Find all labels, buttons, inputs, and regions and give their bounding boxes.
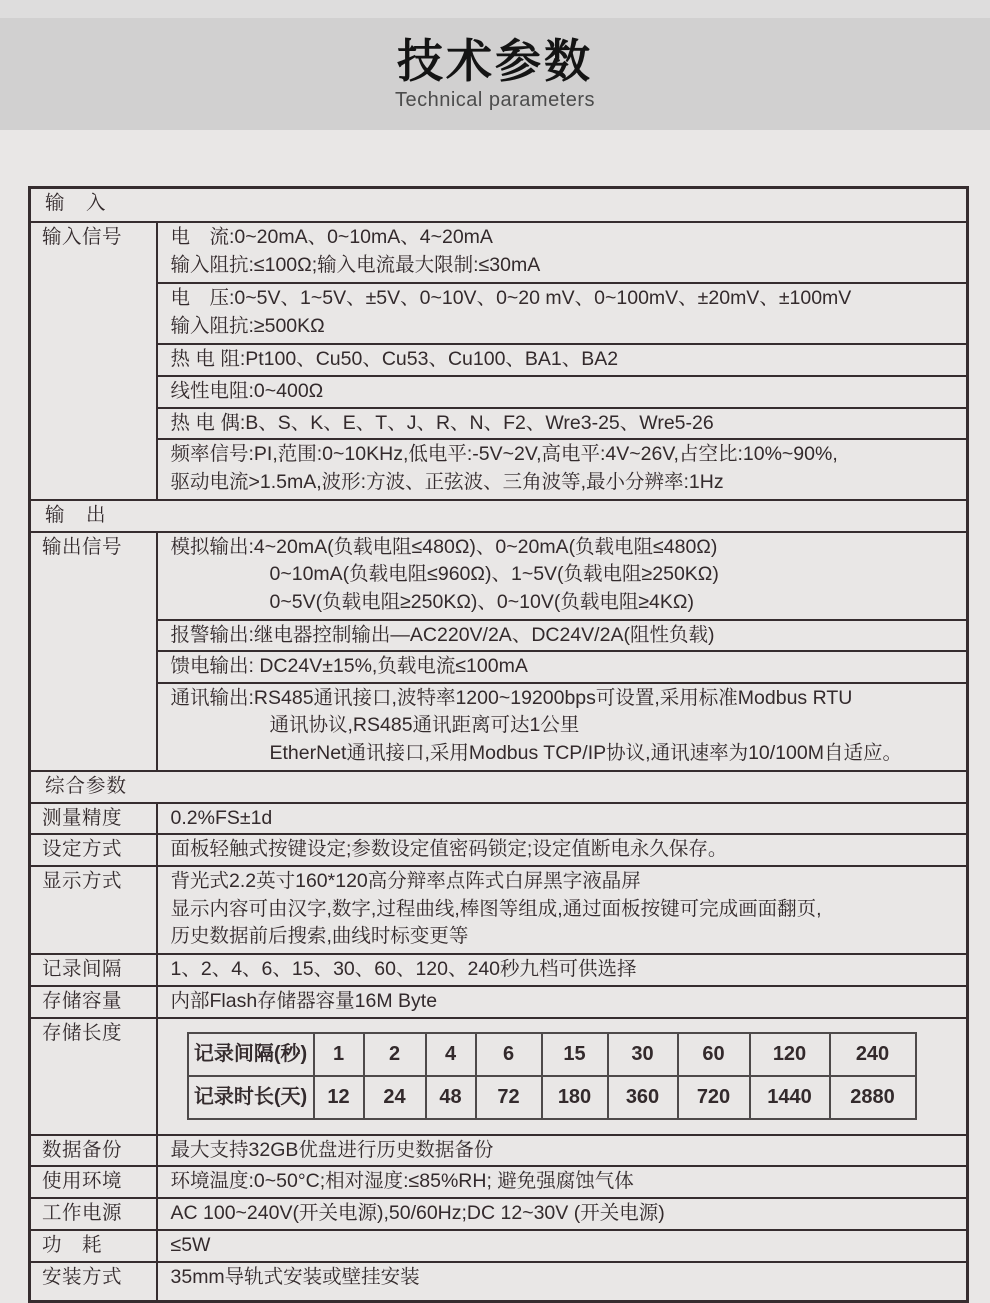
table-row <box>30 1018 968 1135</box>
spec-cell-current: 电 流:0~20mA、0~10mA、4~20mA 输入阻抗:≤100Ω;输入电流最大限制:≤30mA <box>157 222 968 283</box>
top-strip <box>0 0 990 18</box>
spec-cell-storage-length <box>157 1018 968 1135</box>
row-label-input-signal: 输入信号 <box>30 222 157 500</box>
storage-cell: 6 <box>476 1033 542 1076</box>
spec-cell-record-interval: 1、2、4、6、15、30、60、120、240秒九档可供选择 <box>157 954 968 986</box>
spec-cell-alarm-output: 报警输出:继电器控制输出—AC220V/2A、DC24V/2A(阻性负载) <box>157 620 968 652</box>
spec-cell-analog-output: 模拟输出:4~20mA(负载电阻≤480Ω)、0~20mA(负载电阻≤480Ω) 0~10mA(负载电阻≤960Ω)、1~5V(负载电阻≥250KΩ) 0~5V(负载电阻≥250KΩ)、0~10V(负载电阻≥4KΩ) <box>157 532 968 620</box>
row-label-setting: 设定方式 <box>30 834 157 866</box>
row-label-data-backup: 数据备份 <box>30 1135 157 1167</box>
page-subtitle: Technical parameters <box>394 88 596 111</box>
table-row <box>30 954 968 986</box>
storage-cell: 1440 <box>750 1076 830 1119</box>
storage-cell: 120 <box>750 1033 830 1076</box>
table-row <box>30 188 968 223</box>
spec-cell-power-supply: AC 100~240V(开关电源),50/60Hz;DC 12~30V (开关电源) <box>157 1198 968 1230</box>
row-label-environment: 使用环境 <box>30 1166 157 1198</box>
spec-cell-display: 背光式2.2英寸160*120高分辩率点阵式白屏黑字液晶屏 显示内容可由汉字,数字,过程曲线,棒图等组成,通过面板按键可完成画面翻页, 历史数据前后搜索,曲线时标变更等 <box>157 866 968 954</box>
table-row <box>30 1166 968 1198</box>
table-row <box>30 500 968 532</box>
storage-cell: 360 <box>608 1076 678 1119</box>
spec-cell-linear-resistance: 线性电阻:0~400Ω <box>157 376 968 408</box>
storage-cell: 15 <box>542 1033 608 1076</box>
spec-cell-setting: 面板轻触式按键设定;参数设定值密码锁定;设定值断电永久保存。 <box>157 834 968 866</box>
spec-cell-frequency: 频率信号:PI,范围:0~10KHz,低电平:-5V~2V,高电平:4V~26V,占空比:10%~90%, 驱动电流>1.5mA,波形:方波、正弦波、三角波等,最小分辨率:1Hz <box>157 439 968 500</box>
table-row <box>30 620 968 652</box>
storage-cell: 2 <box>364 1033 426 1076</box>
table-row <box>30 986 968 1018</box>
storage-cell: 2880 <box>830 1076 916 1119</box>
storage-cell: 240 <box>830 1033 916 1076</box>
storage-row2-label: 记录时长(天) <box>188 1076 314 1119</box>
storage-cell: 24 <box>364 1076 426 1119</box>
table-row <box>30 344 968 376</box>
table-row <box>30 439 968 500</box>
table-row <box>188 1033 916 1076</box>
table-row <box>30 1198 968 1230</box>
table-row <box>30 683 968 771</box>
spec-table <box>28 186 969 1303</box>
table-row <box>188 1076 916 1119</box>
table-row <box>30 771 968 803</box>
spec-cell-feed-output: 馈电输出: DC24V±15%,负载电流≤100mA <box>157 651 968 683</box>
table-row <box>30 866 968 954</box>
row-label-power-consumption: 功 耗 <box>30 1230 157 1262</box>
row-label-display: 显示方式 <box>30 866 157 954</box>
storage-length-table <box>187 1032 917 1120</box>
row-label-storage-length: 存储长度 <box>30 1018 157 1135</box>
spec-cell-voltage: 电 压:0~5V、1~5V、±5V、0~10V、0~20 mV、0~100mV、±20mV、±100mV 输入阻抗:≥500KΩ <box>157 283 968 344</box>
spec-cell-data-backup: 最大支持32GB优盘进行历史数据备份 <box>157 1135 968 1167</box>
spec-cell-rtd: 热 电 阻:Pt100、Cu50、Cu53、Cu100、BA1、BA2 <box>157 344 968 376</box>
table-row <box>30 408 968 440</box>
row-label-output-signal: 输出信号 <box>30 532 157 771</box>
storage-cell: 48 <box>426 1076 476 1119</box>
table-row <box>30 1262 968 1302</box>
table-row <box>30 283 968 344</box>
page-title: 技术参数 <box>397 35 593 88</box>
table-row <box>30 651 968 683</box>
table-row <box>30 803 968 835</box>
storage-cell: 720 <box>678 1076 750 1119</box>
spec-cell-storage-capacity: 内部Flash存储器容量16M Byte <box>157 986 968 1018</box>
spec-cell-comm-output: 通讯输出:RS485通讯接口,波特率1200~19200bps可设置,采用标准Modbus RTU 通讯协议,RS485通讯距离可达1公里 EtherNet通讯接口,采用Modbus TCP/IP协议,通讯速率为10/100M自适应。 <box>157 683 968 771</box>
table-row <box>30 834 968 866</box>
spec-cell-power-consumption: ≤5W <box>157 1230 968 1262</box>
storage-cell: 12 <box>314 1076 364 1119</box>
table-row <box>30 222 968 283</box>
row-label-installation: 安装方式 <box>30 1262 157 1302</box>
row-label-storage-capacity: 存储容量 <box>30 986 157 1018</box>
storage-cell: 30 <box>608 1033 678 1076</box>
row-label-power-supply: 工作电源 <box>30 1198 157 1230</box>
storage-cell: 60 <box>678 1033 750 1076</box>
section-header-general: 综合参数 <box>30 771 968 803</box>
row-label-record-interval: 记录间隔 <box>30 954 157 986</box>
section-header-input: 输 入 <box>30 188 968 223</box>
title-band <box>0 18 990 130</box>
storage-cell: 4 <box>426 1033 476 1076</box>
table-row <box>30 1135 968 1167</box>
table-row <box>30 532 968 620</box>
row-label-accuracy: 测量精度 <box>30 803 157 835</box>
table-row <box>30 376 968 408</box>
storage-cell: 1 <box>314 1033 364 1076</box>
storage-cell: 180 <box>542 1076 608 1119</box>
spec-cell-accuracy: 0.2%FS±1d <box>157 803 968 835</box>
section-header-output: 输 出 <box>30 500 968 532</box>
storage-row1-label: 记录间隔(秒) <box>188 1033 314 1076</box>
spec-cell-thermocouple: 热 电 偶:B、S、K、E、T、J、R、N、F2、Wre3-25、Wre5-26 <box>157 408 968 440</box>
spec-cell-environment: 环境温度:0~50°C;相对湿度:≤85%RH; 避免强腐蚀气体 <box>157 1166 968 1198</box>
storage-cell: 72 <box>476 1076 542 1119</box>
spec-cell-installation: 35mm导轨式安装或壁挂安装 <box>157 1262 968 1302</box>
